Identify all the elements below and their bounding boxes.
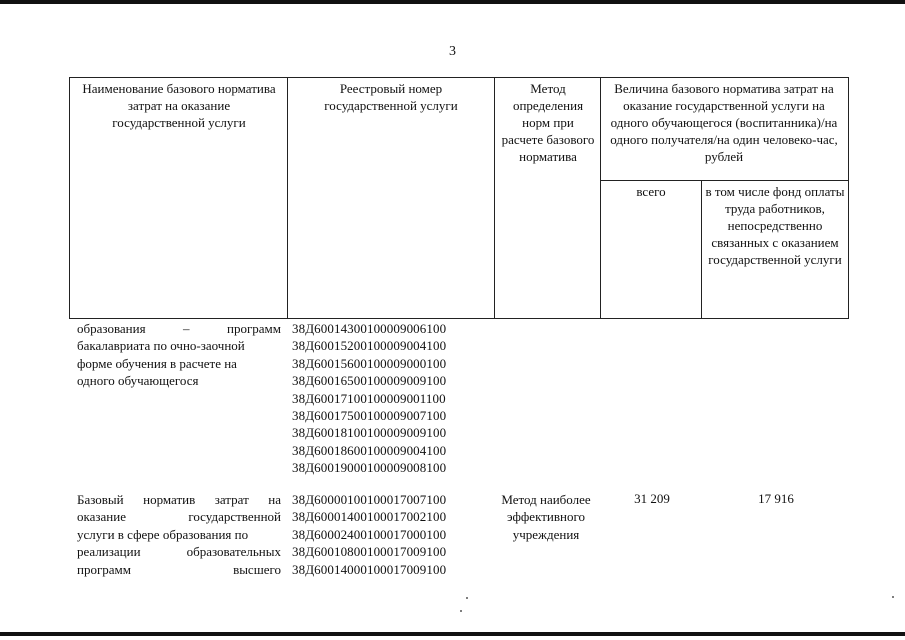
row-name-word: на [268,492,281,507]
registry-code: 38Д60014300100009006100 [292,321,447,336]
registry-code: 38Д60016500100009009100 [292,373,447,389]
row-name-word: образовательных [186,544,281,560]
header-top-line [69,77,848,78]
header-vline-6 [848,77,849,319]
row-name [77,320,281,390]
row-codes [292,320,482,477]
scan-speck [460,610,462,612]
header-vline-5 [701,180,702,319]
registry-code: 38Д60002400100017000100 [292,526,447,542]
row-name-line: бакалавриата по очно-заочной [77,338,245,354]
row-name-line [77,561,281,578]
registry-code: 38Д60015200100009004100 [292,338,447,354]
scan-speck [892,596,894,598]
header-vline-2 [287,77,288,319]
registry-code: 38Д60017500100009007100 [292,408,447,424]
header-bottom-line [69,318,848,319]
registry-code: 38Д60010800100017009100 [292,544,447,560]
header-total-cell: всего [636,184,666,199]
row-name-line: форме обучения в расчете на [77,355,237,371]
bottom-border [0,632,905,636]
registry-code: 38Д60019000100009008100 [292,460,447,476]
top-border [0,0,905,4]
row-name-word: государственной [188,509,281,525]
registry-code: 38Д60017100100009001100 [292,390,446,406]
row-name-line [77,543,281,560]
row-total: 31 209 [634,491,670,506]
registry-code: 38Д60001400100017002100 [292,509,447,525]
row-name-word: затрат [214,492,249,507]
row-method: Метод наиболее эффективного учреждения [501,492,591,542]
row-name-word: программ [77,561,132,577]
scan-speck [466,597,468,599]
row-name-word: образования [77,321,146,336]
row-name-word: норматив [143,492,196,507]
registry-code: 38Д60014000100017009100 [292,561,447,577]
registry-code: 38Д60015600100009000100 [292,355,447,371]
header-vline-4 [600,77,601,319]
header-name-cell: Наименование базового норматива затрат на оказание государственной услуги [82,81,276,130]
row-name-word: программ [226,321,281,336]
row-name-word: реализации [77,544,141,560]
row-name-line [77,508,281,525]
registry-code: 38Д60018100100009009100 [292,425,447,441]
row-name-word: высшего [233,561,281,577]
row-name-line [77,320,281,337]
row-name-line: одного обучающегося [77,373,199,389]
header-method-cell: Метод определения норм при расчете базового норматива [501,81,595,164]
row-codes [292,491,482,578]
header-sub-line [600,180,848,181]
header-vline-1 [69,77,70,319]
header-value-cell: Величина базового норматива затрат на оказание государственной услуги на одного обучающегося (воспитанника)/на одного получателя/на один человеко-час, рублей [610,81,838,164]
row-fund: 17 916 [758,491,794,506]
row-name-word: оказание [77,509,126,525]
registry-code: 38Д60018600100009004100 [292,442,447,458]
row-name [77,491,281,578]
row-name-line [77,491,281,508]
header-registry-cell: Реестровый номер государственной услуги [324,81,458,113]
header-fund-cell: в том числе фонд оплаты труда работников, непосредственно связанных с оказанием государственной услуги [705,184,845,267]
row-name-word: – [183,321,190,336]
row-name-word: Базовый [77,492,124,507]
registry-code: 38Д60000100100017007100 [292,492,447,507]
row-name-line: услуги в сфере образования по [77,526,249,542]
page-number: 3 [449,44,456,59]
header-vline-3 [494,77,495,319]
